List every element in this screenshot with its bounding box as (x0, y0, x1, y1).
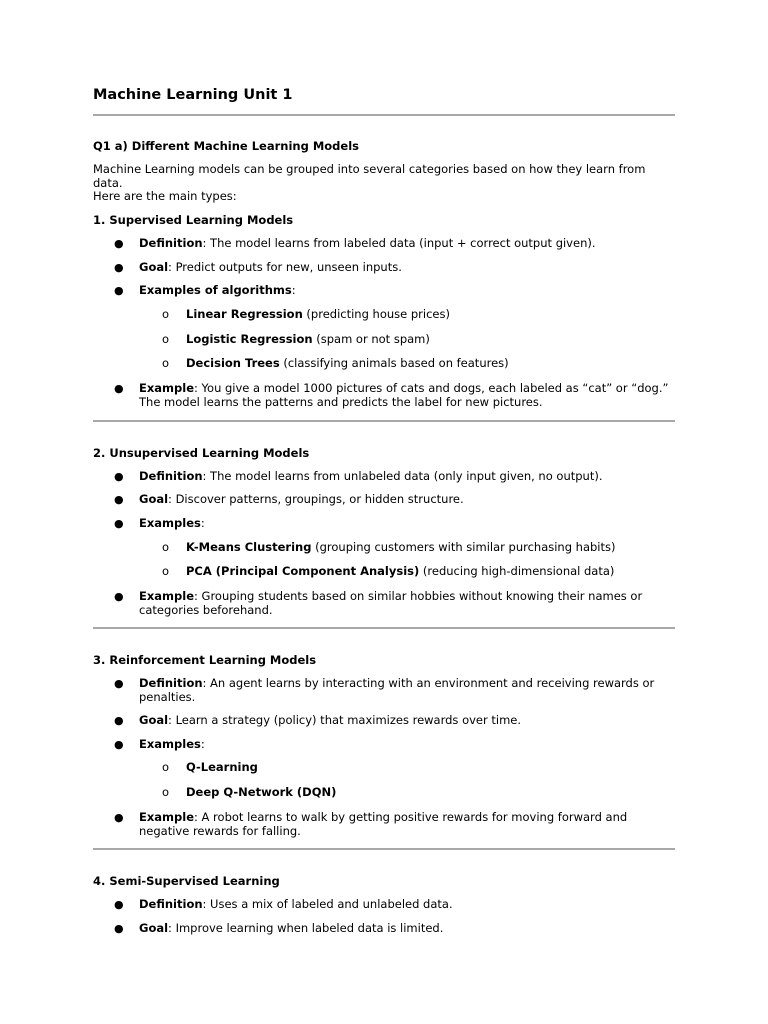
item-label: Definition (139, 469, 203, 483)
item-text: : Grouping students based on similar hobbies without knowing their names or (194, 589, 643, 603)
item-label: Example (139, 381, 194, 395)
bullet-icon: ● (114, 237, 124, 250)
item-text: The model learns the patterns and predicts the label for new pictures. (139, 394, 543, 409)
bullet-icon: ● (114, 738, 124, 751)
q1-intro (93, 163, 675, 204)
item-text: : Improve learning when labeled data is limited. (168, 921, 444, 935)
item-text: : The model learns from unlabeled data (only input given, no output). (202, 469, 603, 483)
bullet-icon: ● (114, 493, 124, 506)
bullet-icon: ● (114, 517, 124, 530)
horizontal-rule (93, 627, 675, 629)
sub-bullet-icon: o (162, 760, 170, 774)
item-label: Example (139, 810, 194, 824)
sub-bullet-icon: o (162, 332, 170, 346)
item-label: Examples of algorithms (139, 283, 292, 297)
algorithm-desc: (grouping customers with similar purchasing habits) (311, 540, 616, 554)
item-label: Example (139, 589, 194, 603)
bullet-icon: ● (114, 284, 124, 297)
item-label: Goal (139, 713, 169, 727)
item-label: Goal (139, 921, 169, 935)
unsupervised-heading: 2. Unsupervised Learning Models (93, 446, 310, 460)
item-text: : Learn a strategy (policy) that maximizes rewards over time. (168, 713, 522, 727)
bullet-icon: ● (114, 922, 124, 935)
bullet-icon: ● (114, 261, 124, 274)
q1-intro-line: data. (93, 175, 123, 190)
horizontal-rule (93, 420, 675, 422)
item-label: Definition (139, 676, 203, 690)
algorithm-name: PCA (Principal Component Analysis) (186, 564, 420, 578)
item-text: : (291, 283, 296, 297)
supervised-heading: 1. Supervised Learning Models (93, 213, 294, 227)
item-text: penalties. (139, 689, 196, 704)
bullet-icon: ● (114, 382, 124, 395)
bullet-icon: ● (114, 811, 124, 824)
sub-bullet-icon: o (162, 785, 170, 799)
sub-bullet-icon: o (162, 564, 170, 578)
q1-heading: Q1 a) Different Machine Learning Models (93, 139, 359, 153)
reinforcement-heading: 3. Reinforcement Learning Models (93, 653, 317, 667)
item-text: : An agent learns by interacting with an environment and receiving rewards or (202, 676, 655, 690)
item-text: : A robot learns to walk by getting positive rewards for moving forward and (194, 810, 628, 824)
bullet-icon: ● (114, 677, 124, 690)
algorithm-desc: (classifying animals based on features) (279, 356, 509, 370)
item-label: Definition (139, 236, 203, 250)
algorithm-name: Q-Learning (186, 760, 258, 774)
item-label: Examples (139, 737, 201, 751)
item-text: : The model learns from labeled data (input + correct output given). (202, 236, 596, 250)
item-text: categories beforehand. (139, 602, 273, 617)
q1-intro-line: Here are the main types: (93, 189, 237, 203)
item-text: : Uses a mix of labeled and unlabeled data. (202, 897, 453, 911)
item-text: : Predict outputs for new, unseen inputs. (168, 260, 402, 274)
item-label: Goal (139, 260, 169, 274)
horizontal-rule (93, 114, 675, 116)
q1-intro-line: Machine Learning models can be grouped into several categories based on how they learn from (93, 162, 646, 176)
item-text: : (200, 737, 205, 751)
item-text: negative rewards for falling. (139, 823, 301, 838)
item-text: : Discover patterns, groupings, or hidden structure. (168, 492, 464, 506)
semi-supervised-heading: 4. Semi-Supervised Learning (93, 874, 280, 888)
horizontal-rule (93, 848, 675, 850)
item-text: : You give a model 1000 pictures of cats and dogs, each labeled as “cat” or “dog.” (194, 381, 669, 395)
bullet-icon: ● (114, 714, 124, 727)
item-text: : (200, 516, 205, 530)
algorithm-name: Decision Trees (186, 356, 280, 370)
algorithm-name: K-Means Clustering (186, 540, 312, 554)
algorithm-name: Deep Q-Network (DQN) (186, 785, 337, 799)
document-title: Machine Learning Unit 1 (93, 87, 293, 103)
algorithm-desc: (predicting house prices) (302, 307, 450, 321)
sub-bullet-icon: o (162, 540, 170, 554)
sub-bullet-icon: o (162, 356, 170, 370)
sub-bullet-icon: o (162, 307, 170, 321)
algorithm-name: Linear Regression (186, 307, 303, 321)
bullet-icon: ● (114, 898, 124, 911)
item-label: Definition (139, 897, 203, 911)
algorithm-desc: (spam or not spam) (312, 332, 430, 346)
algorithm-desc: (reducing high-dimensional data) (419, 564, 615, 578)
item-label: Examples (139, 516, 201, 530)
bullet-icon: ● (114, 470, 124, 483)
algorithm-name: Logistic Regression (186, 332, 313, 346)
bullet-icon: ● (114, 590, 124, 603)
item-label: Goal (139, 492, 169, 506)
